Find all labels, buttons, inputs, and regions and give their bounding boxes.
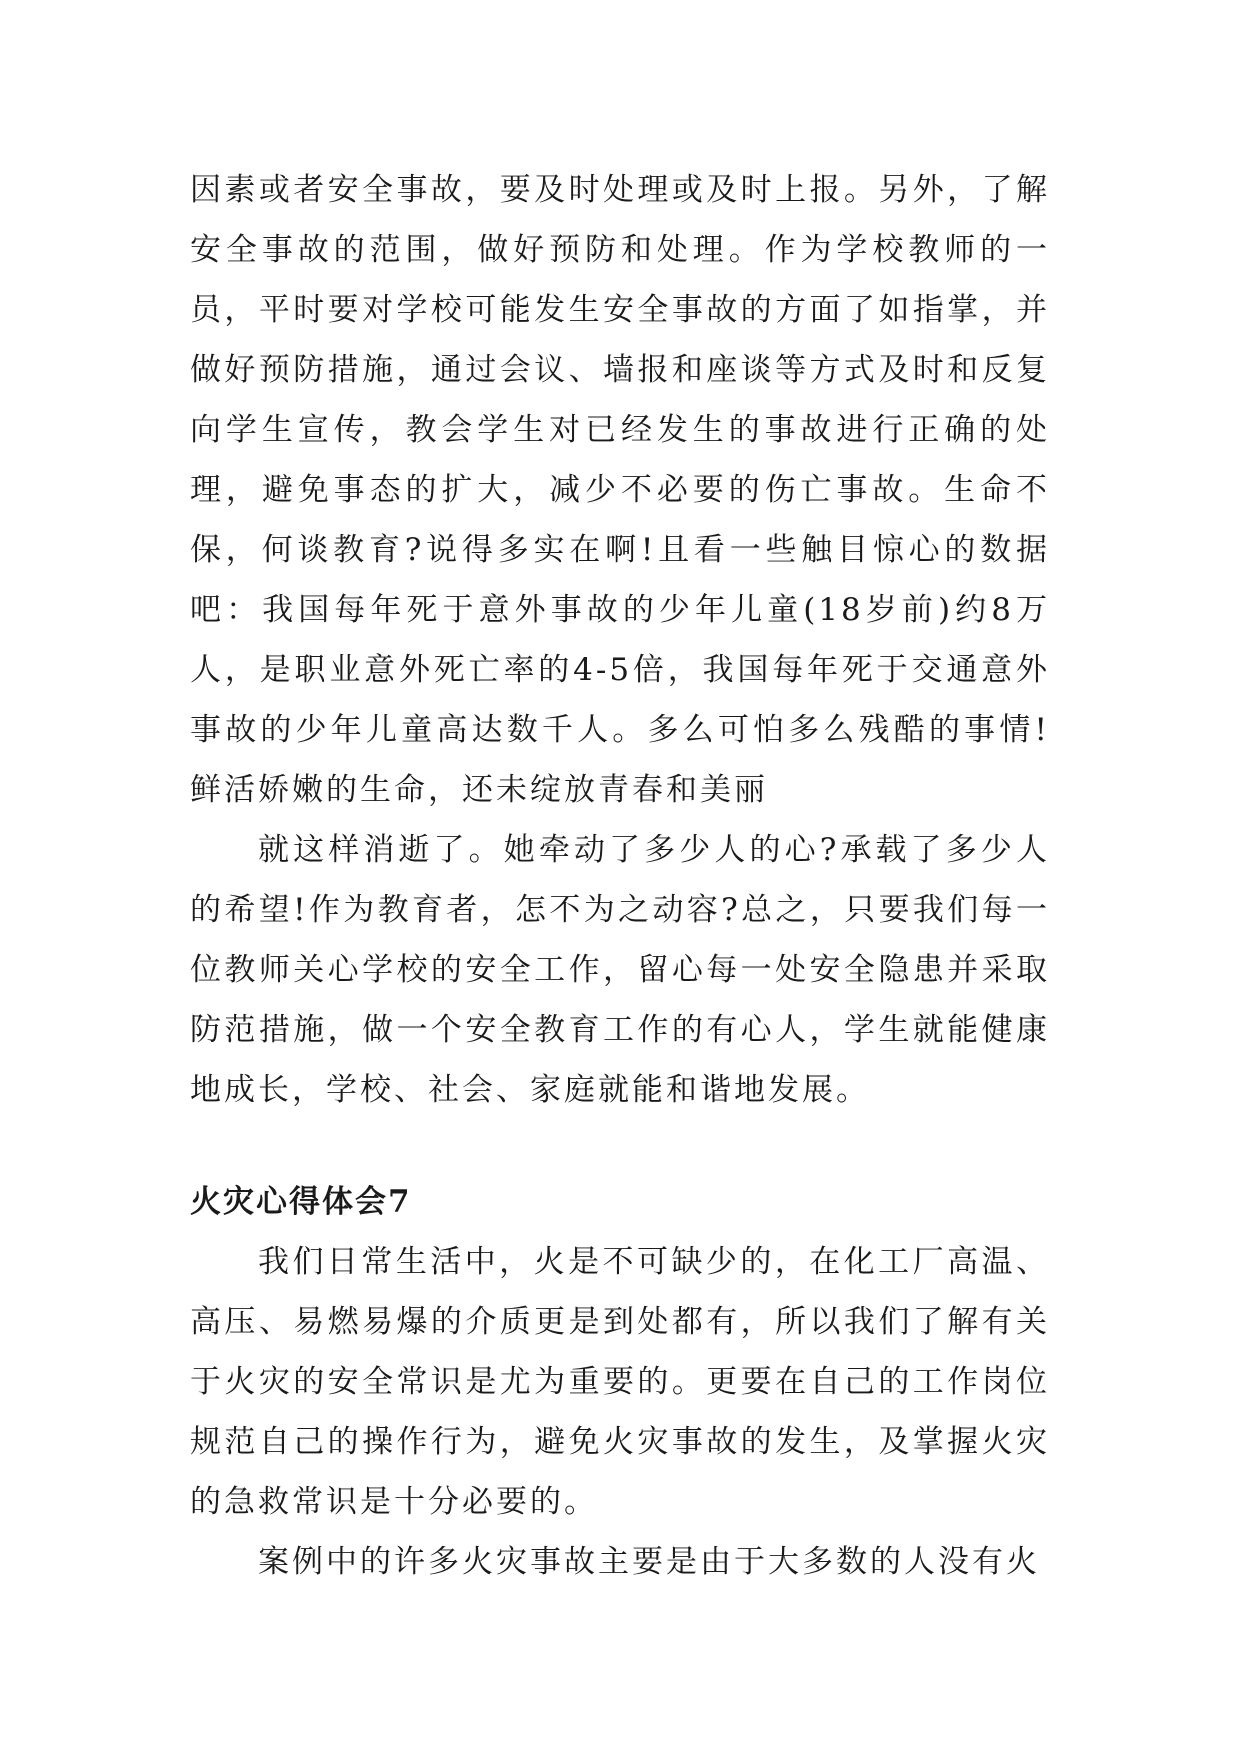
section-title: 火灾心得体会7 bbox=[190, 1184, 412, 1220]
section-spacer bbox=[190, 1120, 1050, 1172]
paragraph-fire-common-sense: 我们日常生活中，火是不可缺少的，在化工厂高温、高压、易燃易爆的介质更是到处都有，所以我们了解有关于火灾的安全常识是尤为重要的。更要在自己的工作岗位规范自己的操作行为，避免火灾事故的发生，及掌握火灾的急救常识是十分必要的。 bbox=[190, 1244, 1050, 1520]
paragraph-educator-responsibility: 就这样消逝了。她牵动了多少人的心?承载了多少人的希望!作为教育者，怎不为之动容?总之，只要我们每一位教师关心学校的安全工作，留心每一处安全隐患并采取防范措施，做一个安全教育工作的有心人，学生就能健康地成长，学校、社会、家庭就能和谐地发展。 bbox=[190, 832, 1050, 1108]
paragraph-safety-awareness: 因素或者安全事故，要及时处理或及时上报。另外，了解安全事故的范围，做好预防和处理。作为学校教师的一员，平时要对学校可能发生安全事故的方面了如指掌，并做好预防措施，通过会议、墙报和座谈等方式及时和反复向学生宣传，教会学生对已经发生的事故进行正确的处理，避免事态的扩大，减少不必要的伤亡事故。生命不保，何谈教育?说得多实在啊!且看一些触目惊心的数据吧：我国每年死于意外事故的少年儿童(18岁前)约8万人，是职业意外死亡率的4-5倍，我国每年死于交通意外事故的少年儿童高达数千人。多么可怕多么残酷的事情!鲜活娇嫩的生命，还未绽放青春和美丽 bbox=[190, 172, 1050, 808]
paragraph-fire-cases: 案例中的许多火灾事故主要是由于大多数的人没有火 bbox=[258, 1544, 1040, 1580]
document-page bbox=[190, 160, 1050, 1592]
